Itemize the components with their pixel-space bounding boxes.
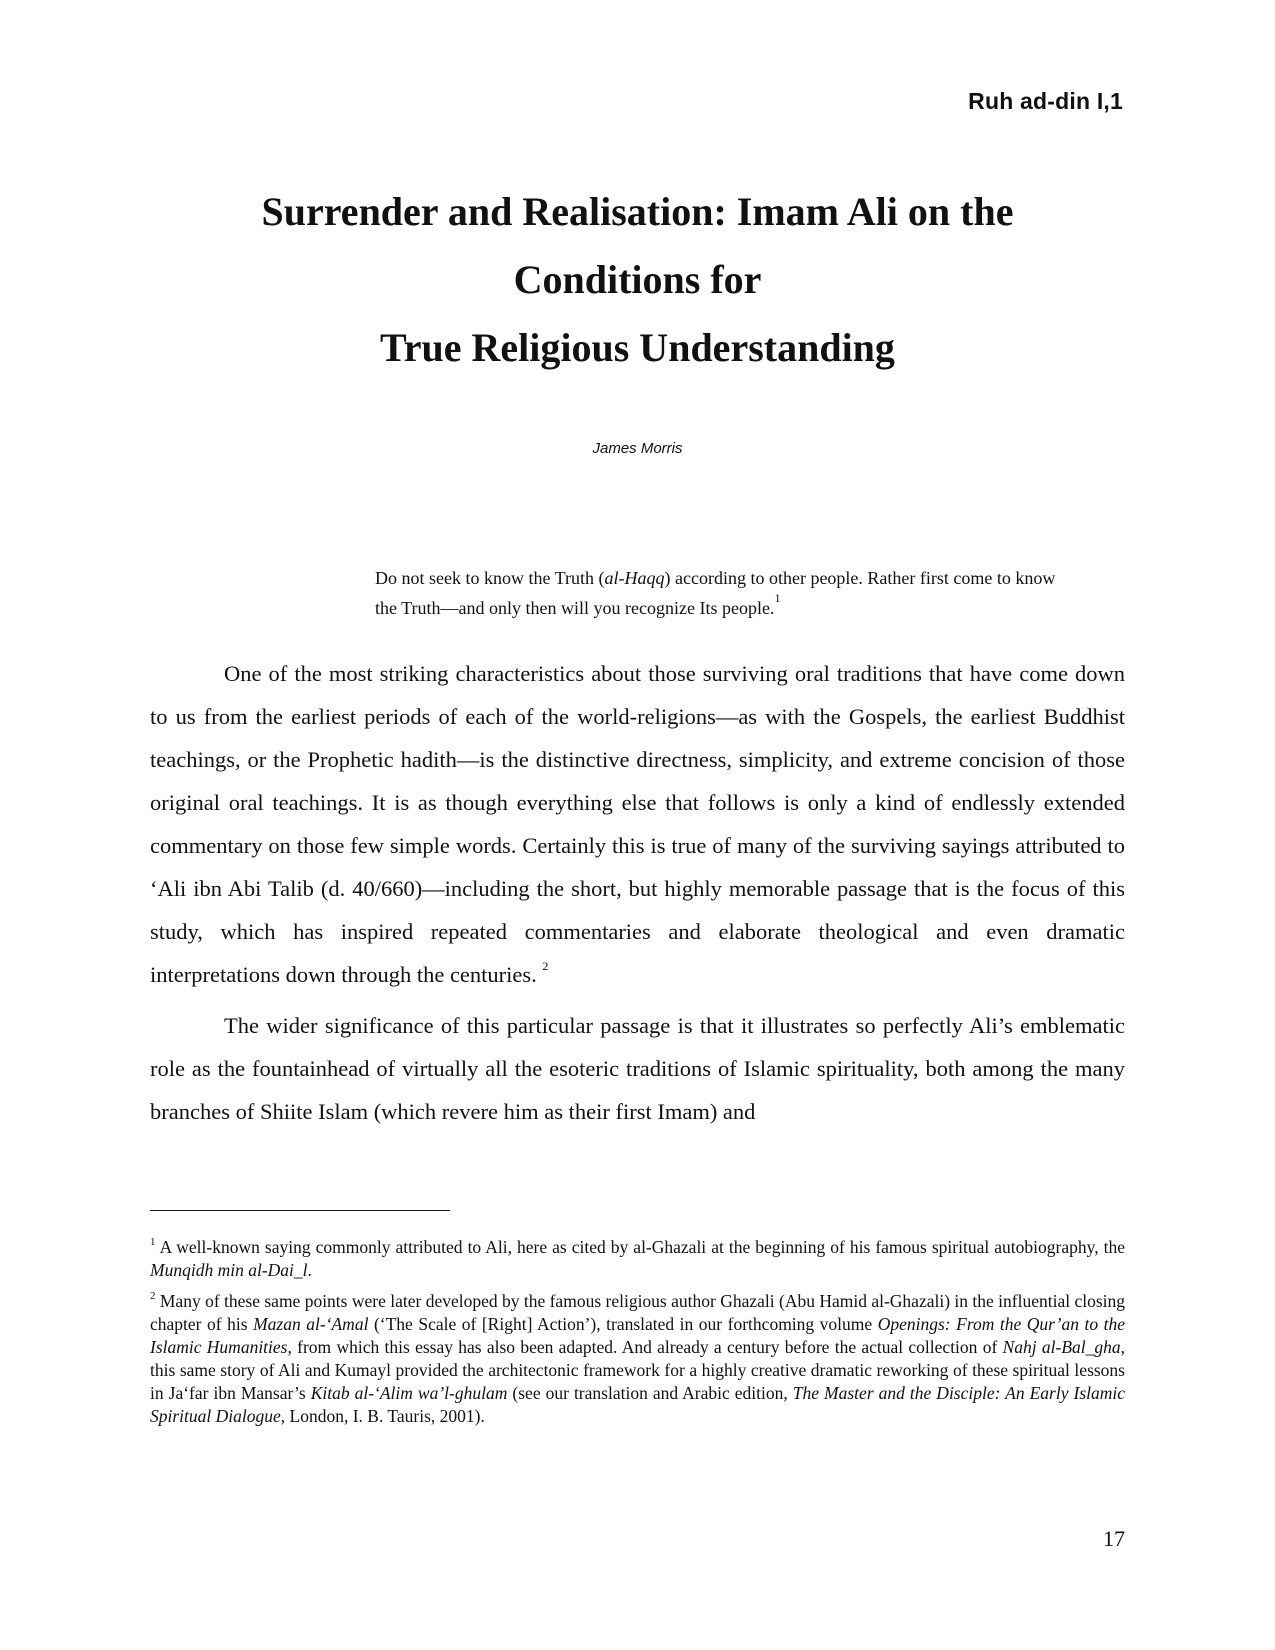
- footnotes: [150, 1236, 1125, 1436]
- running-header: Ruh ad-din I,1: [968, 88, 1123, 114]
- footnote-1-text-2: .: [307, 1260, 312, 1280]
- footnote-2-italic-1: Mazan al-‘Amal: [253, 1314, 369, 1334]
- page-number: 17: [1103, 1526, 1125, 1551]
- epigraph-text-1: Do not seek to know the Truth (: [375, 568, 605, 588]
- footnote-2-number: 2: [150, 1290, 156, 1302]
- footnote-2-text-1: Many of these same points were later developed by the famous religious author Ghazali (Abu Hamid al-Ghazali) in the influential closing chapter of his: [150, 1291, 1125, 1334]
- footnote-2-italic-2: Openings: From the Qur’an to the Islamic Humanities: [150, 1314, 1125, 1357]
- body-paragraph-1: [150, 652, 1125, 996]
- footnote-ref-1[interactable]: 1: [774, 591, 781, 605]
- footnote-2-text-3: , from which this essay has also been adapted. And already a century before the actual collection of: [287, 1337, 1003, 1357]
- footnote-1-number: 1: [150, 1236, 156, 1248]
- footnote-2-italic-3: Nahj al-Bal_gha: [1002, 1337, 1121, 1357]
- title-line-2: Conditions for: [513, 257, 762, 302]
- footnote-2: [150, 1290, 1125, 1428]
- footnote-ref-2[interactable]: 2: [542, 959, 549, 973]
- author-name: James Morris: [592, 440, 683, 457]
- footnote-1-text-1: A well-known saying commonly attributed to Ali, here as cited by al-Ghazali at the beginning of his famous spiritual autobiography, the: [159, 1237, 1125, 1257]
- footnote-2-text-4: , this same story of Ali and Kumayl provided the architectonic framework for a highly creative dramatic reworking of these spiritual lessons in Ja‘far ibn Mansar’s: [150, 1337, 1125, 1403]
- footnote-2-italic-5: The Master and the Disciple: An Early Islamic Spiritual Dialogue: [150, 1383, 1126, 1426]
- article-title: [150, 178, 1125, 382]
- paragraph-1-text: One of the most striking characteristics about those surviving oral traditions that have come down to us from the earliest periods of each of the world-religions—as with the Gospels, the earliest Buddhist teachings, or the Prophetic hadith—is the distinctive directness, simplicity, and extreme concision of those original oral teachings. It is as though everything else that follows is only a kind of endlessly extended commentary on those few simple words. Certainly this is true of many of the surviving sayings attributed to ‘Ali ibn Abi Talib (d. 40/660)—including the short, but highly memorable passage that is the focus of this study, which has inspired repeated commentaries and elaborate theological and even dramatic interpretations down through the centuries.: [150, 661, 1125, 987]
- body-text: [150, 652, 1125, 1141]
- footnote-2-text-5: (see our translation and Arabic edition,: [507, 1383, 793, 1403]
- footnote-2-italic-4: Kitab al-‘Alim wa’l-ghulam: [310, 1383, 508, 1403]
- epigraph: [375, 563, 1075, 623]
- footnote-divider: [150, 1210, 450, 1211]
- footnote-2-text-6: , London, I. B. Tauris, 2001).: [280, 1406, 485, 1426]
- epigraph-italic-term: al-Haqq: [604, 568, 665, 588]
- epigraph-text-2: ) according to other people. Rather first come to know the Truth—and only then will you recognize Its people.: [375, 568, 1056, 618]
- footnote-1: [150, 1236, 1125, 1282]
- footnote-2-text-2: (‘The Scale of [Right] Action’), translated in our forthcoming volume: [368, 1314, 878, 1334]
- title-line-1: Surrender and Realisation: Imam Ali on the: [261, 189, 1014, 234]
- title-line-3: True Religious Understanding: [380, 325, 895, 370]
- body-paragraph-2: The wider significance of this particular passage is that it illustrates so perfectly Ali’s emblematic role as the fountainhead of virtually all the esoteric traditions of Islamic spirituality, both among the many branches of Shiite Islam (which revere him as their first Imam) and: [150, 1013, 1125, 1124]
- footnote-1-italic-1: Munqidh min al-Dai_l: [150, 1260, 308, 1280]
